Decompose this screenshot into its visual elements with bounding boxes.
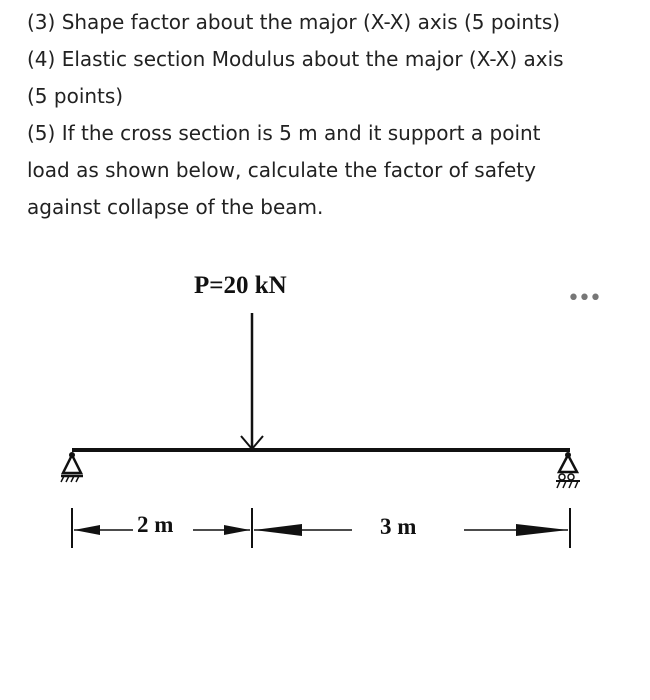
more-options-icon[interactable]: ••• (567, 286, 600, 311)
question-line-3: (5 points) (27, 84, 124, 108)
dim-arrow-right-start (254, 524, 352, 536)
question-line-4: (5) If the cross section is 5 m and it support a point (27, 121, 541, 145)
question-line-5: load as shown below, calculate the factor of safety (27, 158, 536, 182)
question-line-2: (4) Elastic section Modulus about the major (X-X) axis (27, 47, 564, 71)
dim-label-left: 2 m (137, 512, 174, 537)
dim-label-right: 3 m (380, 514, 417, 539)
question-line-1: (3) Shape factor about the major (X-X) axis (5 points) (27, 10, 561, 34)
left-pin-support-icon (61, 452, 83, 482)
dim-arrow-left-end (193, 525, 250, 535)
load-label: P=20 kN (194, 272, 287, 299)
dim-arrow-right-end (464, 524, 568, 536)
question-line-6: against collapse of the beam. (27, 195, 324, 219)
right-roller-support-icon (556, 452, 580, 488)
dim-arrow-left-start (74, 525, 133, 535)
